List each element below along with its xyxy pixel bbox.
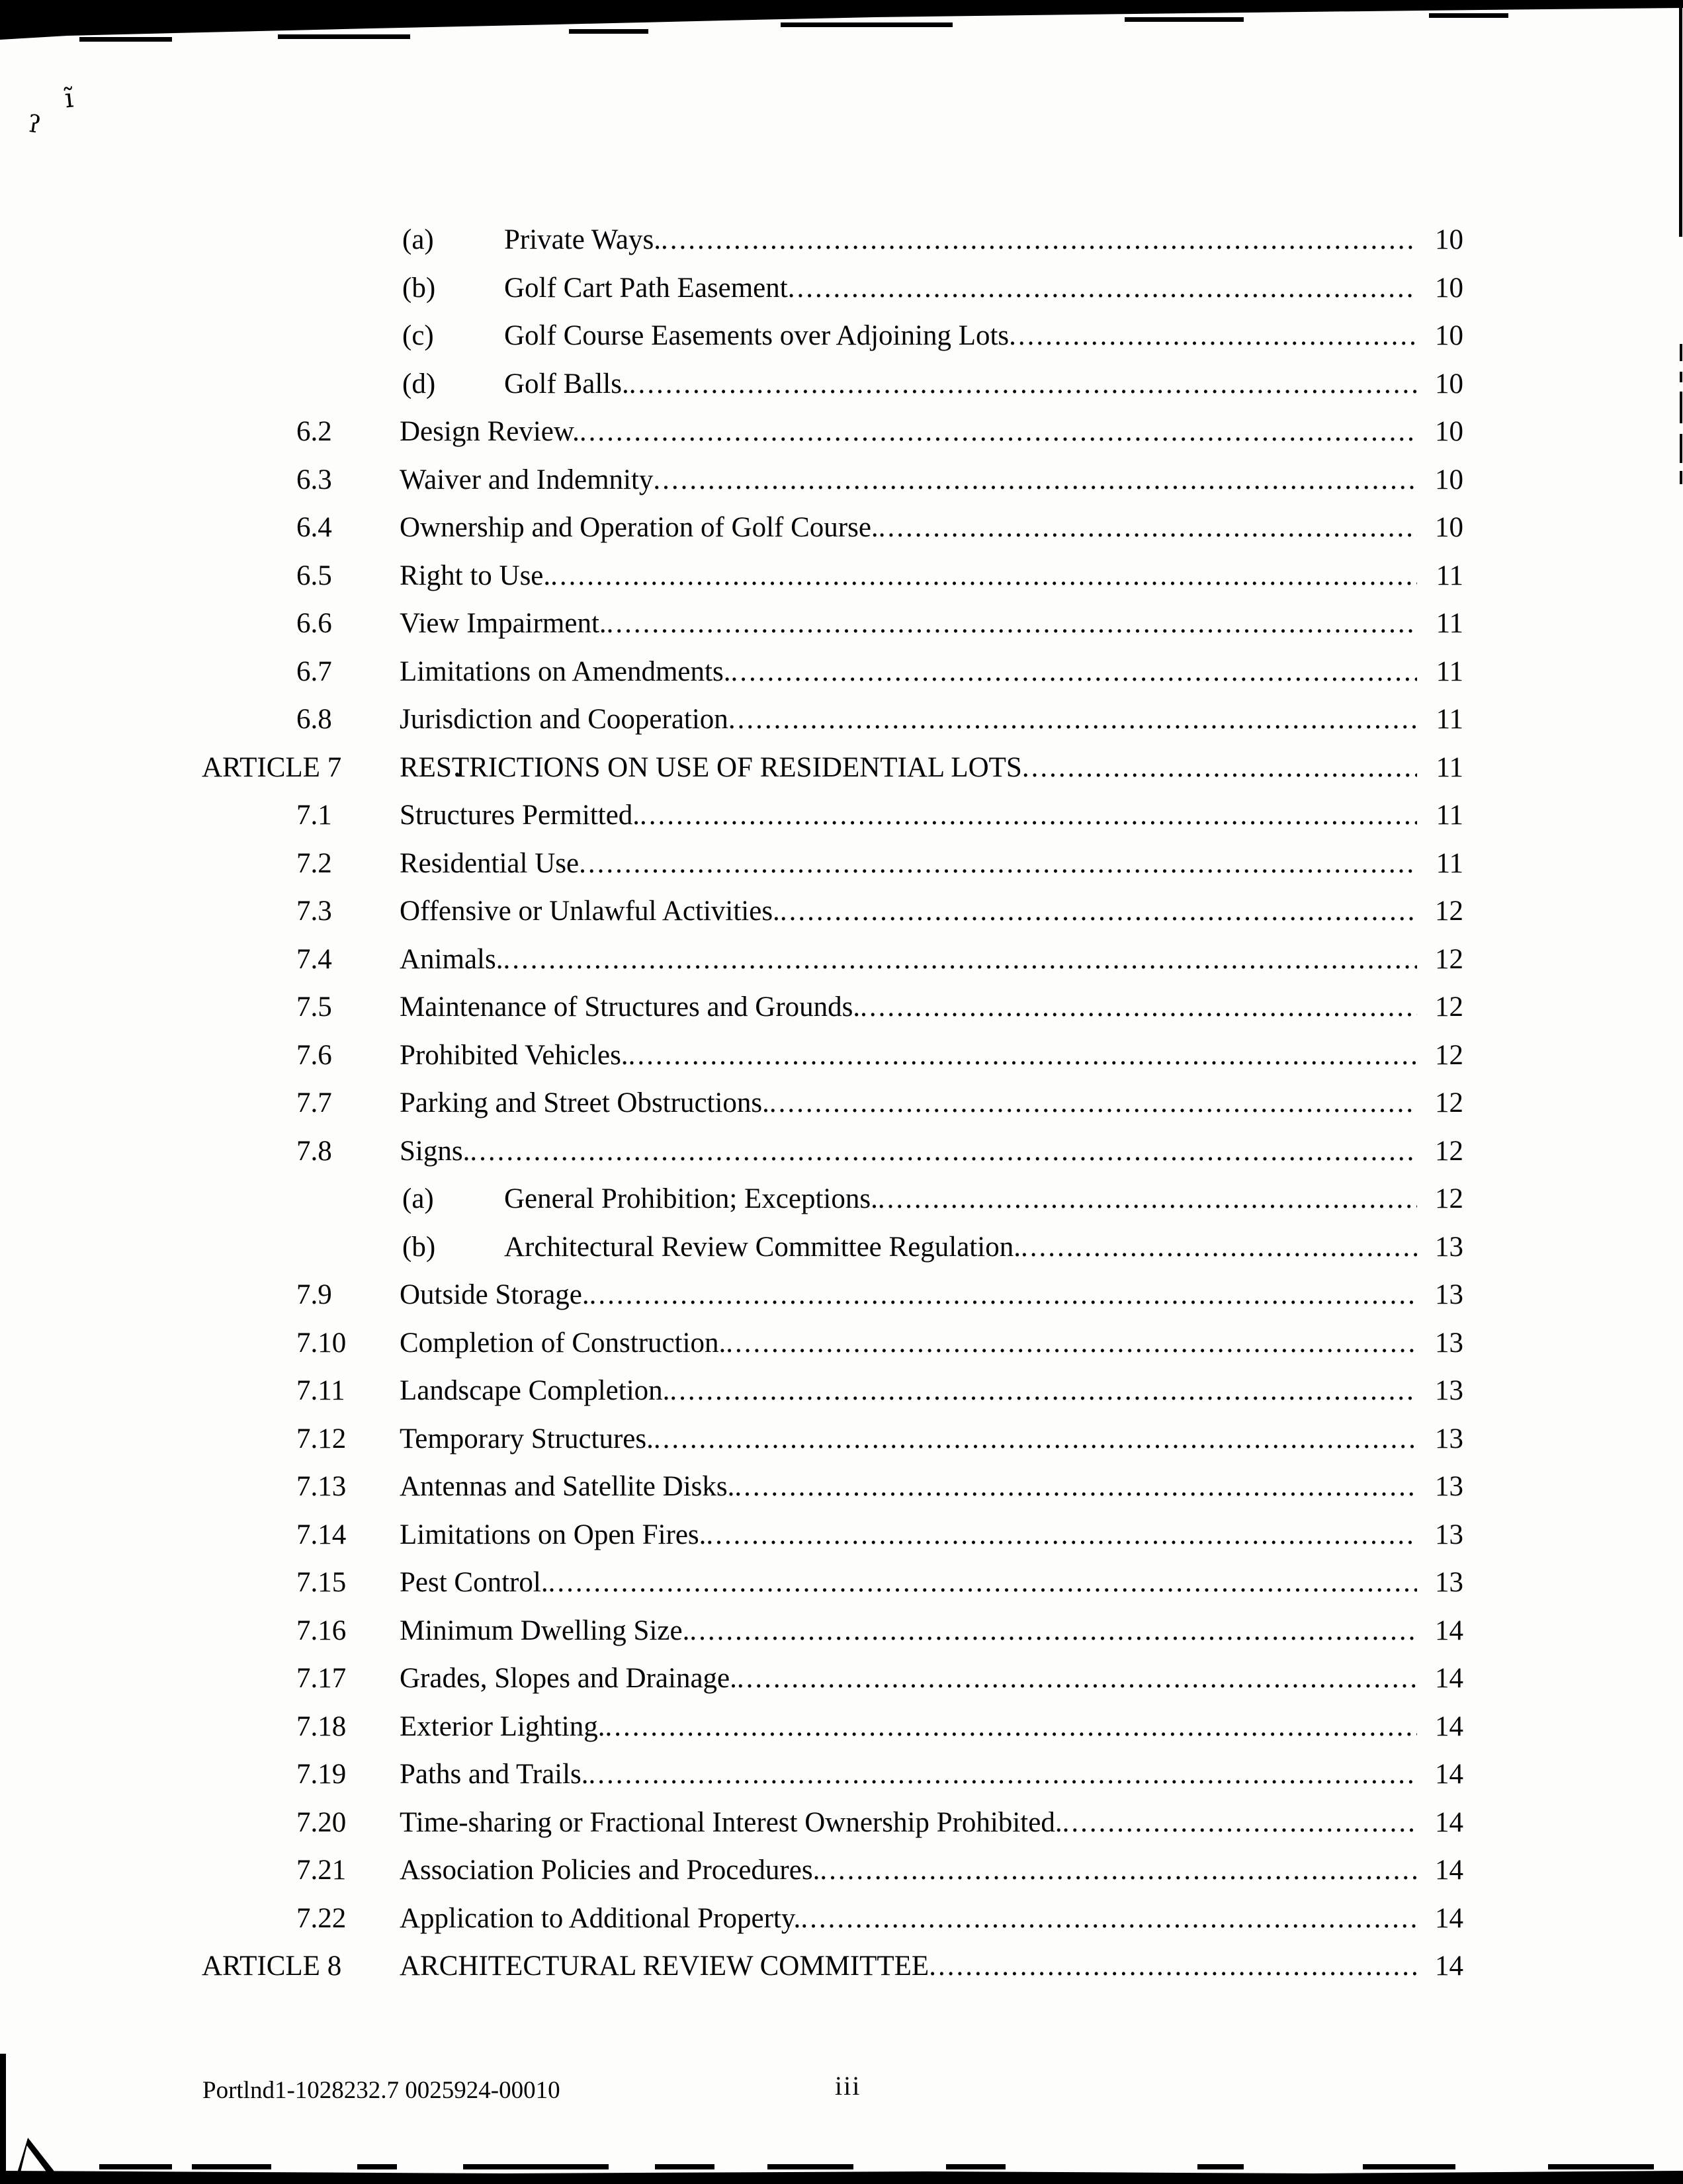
dot-leader (728, 696, 1417, 744)
entry-title: Association Policies and Procedures. (400, 1855, 820, 1886)
entry-page-number: 12 (1435, 991, 1463, 1023)
entry-number: 7.4 (296, 943, 332, 975)
dot-leader (879, 504, 1417, 552)
entry-page-number: 10 (1435, 368, 1463, 399)
dot-leader (470, 1128, 1417, 1176)
entry-title: Landscape Completion. (400, 1375, 670, 1406)
entry-body (400, 600, 1463, 648)
scan-speck (1197, 2164, 1244, 2169)
entry-page-number: 11 (1436, 800, 1463, 831)
scan-speck (781, 22, 953, 27)
entry-title: Exterior Lighting. (400, 1710, 605, 1742)
entry-number: 7.5 (296, 991, 332, 1023)
entry-page-number: 13 (1435, 1327, 1463, 1359)
entry-number: 7.12 (296, 1423, 347, 1454)
entry-body (400, 1895, 1463, 1943)
dot-leader (654, 1415, 1417, 1464)
entry-number: 7.14 (296, 1519, 347, 1550)
entry-number: (d) (402, 368, 436, 399)
entry-page-number: 10 (1435, 416, 1463, 447)
entry-page-number: 12 (1435, 1039, 1463, 1071)
toc-entry (0, 1320, 1683, 1368)
entry-page-number: 13 (1435, 1375, 1463, 1406)
dot-leader (820, 1847, 1417, 1895)
entry-number: 7.18 (296, 1710, 347, 1742)
entry-title: Pest Control. (400, 1567, 548, 1598)
toc-entry (0, 312, 1683, 360)
dot-leader (669, 1367, 1417, 1415)
toc-entry (0, 216, 1683, 265)
scan-speck (463, 2164, 609, 2169)
entry-number: 6.6 (296, 608, 332, 639)
dot-leader (706, 1511, 1417, 1560)
entry-title: Maintenance of Structures and Grounds. (400, 991, 861, 1023)
scan-speck (569, 29, 648, 34)
toc-entry (0, 1128, 1683, 1176)
entry-title: Ownership and Operation of Golf Course. (400, 512, 879, 543)
entry-body (400, 1415, 1463, 1464)
entry-title: Private Ways. (504, 224, 661, 255)
scan-artifact-bottom-bar (0, 2169, 1683, 2184)
dot-leader (726, 1320, 1417, 1368)
entry-page-number: 11 (1436, 751, 1463, 783)
entry-number: 6.5 (296, 560, 332, 591)
dot-leader (661, 216, 1417, 265)
entry-title: Temporary Structures. (400, 1423, 654, 1454)
entry-number: (a) (402, 224, 434, 255)
dot-leader (689, 1607, 1417, 1656)
entry-title: Architectural Review Committee Regulation. (504, 1231, 1021, 1263)
dot-leader (730, 648, 1417, 696)
scan-artifact-right-line (1679, 0, 1682, 237)
entry-body (400, 1607, 1463, 1656)
entry-title: Application to Additional Property. (400, 1902, 801, 1934)
entry-title: Golf Course Easements over Adjoining Lots (504, 320, 1010, 351)
dot-leader (800, 1895, 1417, 1943)
entry-title: RESTRICTIONS ON USE OF RESIDENTIAL LOTS (400, 751, 1022, 783)
dot-leader (1009, 312, 1417, 360)
entry-body (400, 1751, 1463, 1799)
dot-leader (769, 1079, 1417, 1128)
entry-title: Grades, Slopes and Drainage. (400, 1663, 737, 1694)
entry-page-number: 11 (1436, 608, 1463, 639)
entry-title: Offensive or Unlawful Activities. (400, 896, 780, 927)
toc-entry (0, 648, 1683, 696)
scan-artifact-left-edge (0, 2054, 6, 2184)
table-of-contents (0, 216, 1683, 1991)
dot-leader (1021, 1224, 1417, 1272)
scan-speck (99, 2164, 172, 2169)
toc-entry (0, 1511, 1683, 1560)
toc-entry (0, 1032, 1683, 1080)
entry-page-number: 14 (1435, 1951, 1463, 1982)
entry-number: 7.22 (296, 1902, 347, 1934)
entry-page-number: 12 (1435, 1087, 1463, 1118)
entry-page-number: 12 (1435, 943, 1463, 975)
dot-leader (640, 792, 1417, 840)
entry-number: 7.17 (296, 1663, 347, 1694)
entry-number: 7.2 (296, 847, 332, 879)
entry-number: 7.21 (296, 1855, 347, 1886)
entry-body (400, 1032, 1463, 1080)
dot-leader (548, 1559, 1417, 1607)
toc-entry (0, 1895, 1683, 1943)
entry-number: 7.3 (296, 896, 332, 927)
scan-speck (767, 2164, 853, 2169)
toc-entry (0, 1367, 1683, 1415)
entry-body (400, 504, 1463, 552)
dot-leader (589, 1751, 1417, 1799)
entry-number: 7.15 (296, 1567, 347, 1598)
entry-body (400, 1799, 1463, 1847)
toc-entry (0, 504, 1683, 552)
toc-entry (0, 1655, 1683, 1703)
toc-entry (0, 1415, 1683, 1464)
entry-page-number: 11 (1436, 704, 1463, 735)
entry-body (400, 1271, 1463, 1320)
toc-entry (0, 1799, 1683, 1847)
entry-body (400, 1079, 1463, 1128)
entry-title: Limitations on Open Fires. (400, 1519, 707, 1550)
entry-body (400, 936, 1463, 984)
entry-title: Jurisdiction and Cooperation (400, 704, 728, 735)
scan-speck (1125, 17, 1244, 22)
dot-leader (607, 600, 1417, 648)
scan-speck (655, 2164, 714, 2169)
entry-number: 7.11 (296, 1375, 345, 1406)
toc-entry (0, 1751, 1683, 1799)
footer-document-id: Portlnd1-1028232.7 0025924-00010 (202, 2077, 560, 2104)
entry-page-number: 14 (1435, 1710, 1463, 1742)
toc-entry (0, 1847, 1683, 1895)
scan-speck (192, 2164, 271, 2169)
entry-title: Minimum Dwelling Size. (400, 1615, 690, 1646)
entry-number: 7.1 (296, 800, 332, 831)
entry-page-number: 14 (1435, 1615, 1463, 1646)
dot-leader (605, 1703, 1418, 1751)
entry-body (504, 312, 1463, 360)
entry-body (400, 1943, 1463, 1991)
entry-title: Parking and Street Obstructions. (400, 1087, 769, 1118)
dot-leader (550, 552, 1417, 601)
entry-title: Outside Storage. (400, 1279, 589, 1310)
entry-body (400, 408, 1463, 456)
entry-title: Limitations on Amendments. (400, 655, 731, 687)
entry-number: (b) (402, 1231, 436, 1263)
entry-page-number: 13 (1435, 1231, 1463, 1263)
entry-page-number: 14 (1435, 1806, 1463, 1838)
entry-body (504, 1224, 1463, 1272)
entry-number: (c) (402, 320, 434, 351)
entry-title: Structures Permitted. (400, 800, 640, 831)
dot-leader (653, 456, 1417, 505)
entry-title: Time-sharing or Fractional Interest Ownership Prohibited. (400, 1806, 1062, 1838)
dot-leader (580, 408, 1417, 456)
entry-title: Waiver and Indemnity (400, 464, 654, 495)
entry-number: (a) (402, 1183, 434, 1214)
toc-entry (0, 696, 1683, 744)
entry-body (504, 265, 1463, 313)
entry-title: Right to Use. (400, 560, 551, 591)
entry-number: 7.8 (296, 1135, 332, 1167)
scan-speck (79, 37, 172, 42)
entry-number: 6.8 (296, 704, 332, 735)
entry-page-number: 13 (1435, 1471, 1463, 1502)
dot-leader (1062, 1799, 1417, 1847)
dot-leader (579, 840, 1417, 888)
scan-stray-mark: ʔ (26, 110, 43, 140)
entry-title: Golf Cart Path Easement (504, 272, 788, 304)
entry-body (504, 360, 1463, 409)
entry-body (400, 984, 1463, 1032)
entry-body (400, 744, 1463, 792)
entry-number: ARTICLE 7 (202, 751, 342, 783)
toc-entry (0, 1559, 1683, 1607)
entry-page-number: 10 (1435, 320, 1463, 351)
entry-number: 6.2 (296, 416, 332, 447)
dot-leader (878, 1175, 1417, 1224)
toc-entry (0, 1224, 1683, 1272)
toc-entry (0, 265, 1683, 313)
entry-number: (b) (402, 272, 436, 304)
scan-artifact-top-bar (0, 0, 1683, 41)
entry-title: Prohibited Vehicles. (400, 1039, 628, 1071)
entry-page-number: 14 (1435, 1855, 1463, 1886)
entry-page-number: 14 (1435, 1759, 1463, 1790)
dot-leader (780, 888, 1417, 936)
entry-title: Signs. (400, 1135, 470, 1167)
entry-body (400, 1655, 1463, 1703)
entry-page-number: 13 (1435, 1567, 1463, 1598)
entry-number: 7.10 (296, 1327, 347, 1359)
entry-body (400, 552, 1463, 601)
entry-body (400, 1128, 1463, 1176)
entry-page-number: 10 (1435, 464, 1463, 495)
entry-body (504, 1175, 1463, 1224)
entry-title: General Prohibition; Exceptions. (504, 1183, 878, 1214)
dot-leader (629, 360, 1417, 409)
dot-leader (503, 936, 1417, 984)
entry-page-number: 12 (1435, 896, 1463, 927)
entry-number: 7.6 (296, 1039, 332, 1071)
scan-speck (278, 34, 410, 39)
entry-title: Residential Use (400, 847, 580, 879)
toc-entry (0, 360, 1683, 409)
dot-leader (589, 1271, 1417, 1320)
entry-body (400, 1559, 1463, 1607)
scan-speck (357, 2164, 397, 2169)
toc-entry (0, 1943, 1683, 1991)
entry-body (400, 840, 1463, 888)
page-number-folio: iii (835, 2071, 861, 2101)
entry-number: 7.16 (296, 1615, 347, 1646)
entry-body (400, 888, 1463, 936)
entry-page-number: 14 (1435, 1663, 1463, 1694)
entry-title: View Impairment. (400, 608, 607, 639)
toc-entry (0, 1271, 1683, 1320)
entry-title: Animals. (400, 943, 503, 975)
entry-page-number: 13 (1435, 1423, 1463, 1454)
entry-page-number: 10 (1435, 272, 1463, 304)
dot-leader (734, 1463, 1417, 1511)
scan-stray-mark: ĩ (63, 83, 75, 114)
entry-page-number: 13 (1435, 1279, 1463, 1310)
entry-body (400, 1320, 1463, 1368)
scan-speck (1548, 2164, 1654, 2169)
entry-title: Antennas and Satellite Disks. (400, 1471, 735, 1502)
dot-leader (860, 984, 1417, 1032)
toc-entry (0, 840, 1683, 888)
toc-entry (0, 936, 1683, 984)
entry-title: Golf Balls. (504, 368, 629, 399)
entry-body (400, 1511, 1463, 1560)
entry-page-number: 13 (1435, 1519, 1463, 1550)
entry-number: 7.7 (296, 1087, 332, 1118)
toc-entry (0, 888, 1683, 936)
toc-entry (0, 1175, 1683, 1224)
entry-body (400, 1463, 1463, 1511)
entry-number: 7.9 (296, 1279, 332, 1310)
entry-body (400, 1367, 1463, 1415)
toc-entry (0, 1463, 1683, 1511)
scan-speck (1363, 2164, 1455, 2169)
toc-entry (0, 1703, 1683, 1751)
entry-number: 6.7 (296, 655, 332, 687)
entry-number: 7.19 (296, 1759, 347, 1790)
entry-number: ARTICLE 8 (202, 1951, 342, 1982)
entry-page-number: 11 (1436, 655, 1463, 687)
entry-page-number: 11 (1436, 560, 1463, 591)
dot-leader (788, 265, 1417, 313)
dot-leader (628, 1032, 1417, 1080)
scan-speck (1429, 13, 1508, 18)
entry-body (400, 792, 1463, 840)
scan-speck (946, 2164, 1006, 2169)
entry-page-number: 10 (1435, 512, 1463, 543)
entry-number: 7.13 (296, 1471, 347, 1502)
entry-title: ARCHITECTURAL REVIEW COMMITTEE (400, 1951, 929, 1982)
entry-body (504, 216, 1463, 265)
toc-entry (0, 792, 1683, 840)
entry-page-number: 10 (1435, 224, 1463, 255)
dot-leader (737, 1655, 1417, 1703)
toc-entry (0, 1079, 1683, 1128)
entry-page-number: 12 (1435, 1183, 1463, 1214)
entry-title: Completion of Construction. (400, 1327, 726, 1359)
dot-leader (1022, 744, 1417, 792)
toc-entry (0, 408, 1683, 456)
entry-body (400, 1703, 1463, 1751)
entry-page-number: 14 (1435, 1902, 1463, 1934)
toc-entry (0, 600, 1683, 648)
entry-body (400, 1847, 1463, 1895)
entry-number: 6.3 (296, 464, 332, 495)
entry-body (400, 456, 1463, 505)
toc-entry (0, 744, 1683, 792)
entry-body (400, 696, 1463, 744)
entry-number: 6.4 (296, 512, 332, 543)
entry-number: 7.20 (296, 1806, 347, 1838)
entry-title: Paths and Trails. (400, 1759, 589, 1790)
toc-entry (0, 1607, 1683, 1656)
dot-leader (929, 1943, 1417, 1991)
entry-page-number: 11 (1436, 847, 1463, 879)
toc-entry (0, 456, 1683, 505)
toc-entry (0, 984, 1683, 1032)
entry-body (400, 648, 1463, 696)
entry-page-number: 12 (1435, 1135, 1463, 1167)
toc-entry (0, 552, 1683, 601)
entry-title: Design Review. (400, 416, 580, 447)
